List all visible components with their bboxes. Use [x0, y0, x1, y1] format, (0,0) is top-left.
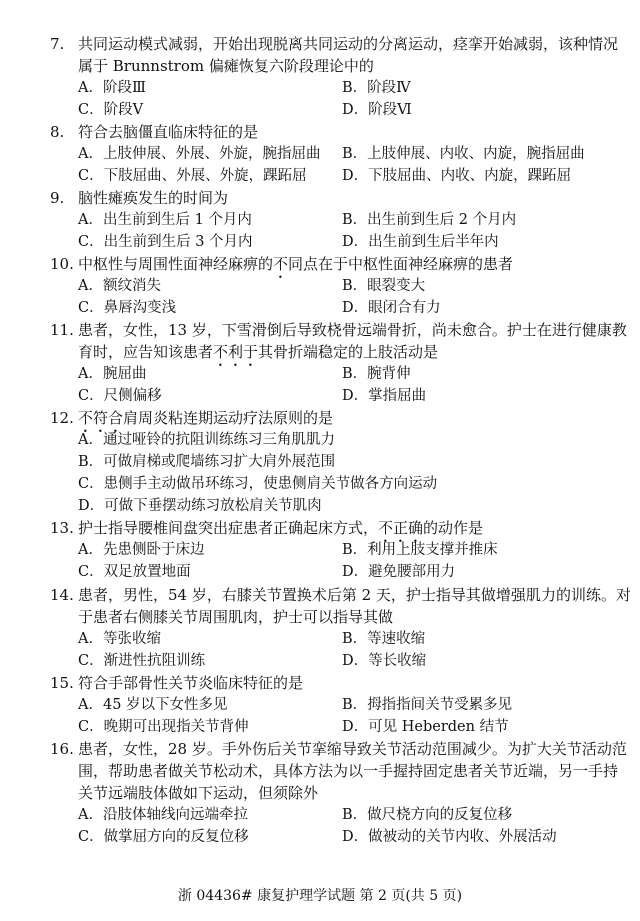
option-c: C．出生前到生后 3 个月内 [78, 234, 253, 250]
option-a: A．上肢伸展、外展、外旋，腕指屈曲 [78, 146, 321, 162]
option-c: C．患侧手主动做吊环练习，使患侧肩关节做各方向运动 [78, 476, 438, 492]
option-b: B．可做肩梯或爬墙练习扩大肩外展范围 [78, 454, 336, 470]
option-b: B．利用上肢支撑并推床 [342, 542, 498, 558]
option-c: C．双足放置地面 [78, 564, 191, 580]
option-c: C．晚期可出现指关节背伸 [78, 719, 249, 735]
emphasized-text: 不 [273, 255, 289, 273]
option-a: A．腕屈曲 [78, 366, 147, 382]
option-b: B．腕背伸 [342, 366, 411, 382]
emphasized-text: 不利于 [213, 343, 259, 361]
question-number: 8. [50, 123, 65, 141]
question-stem: 符合手部骨性关节炎临床特征的是 [78, 674, 304, 692]
question-stem-cont: 关节远端肢体做如下运动，但须除外 [78, 784, 319, 802]
stem-text: 其骨折端稳定的上肢活动是 [258, 343, 439, 361]
option-b: B．拇指指间关节受累多见 [342, 697, 513, 713]
option-c: C．阶段Ⅴ [78, 102, 144, 118]
option-b: B．阶段Ⅳ [342, 80, 411, 96]
emphasized-text: 不正确 [378, 519, 424, 537]
question-number: 10. [50, 255, 74, 273]
option-c: C．渐进性抗阻训练 [78, 653, 206, 669]
question-stem: 患者，女性，13 岁，下雪滑倒后导致桡骨远端骨折，尚未愈合。护士在进行健康教 [78, 321, 627, 339]
option-b: B．出生前到生后 2 个月内 [342, 212, 517, 228]
question-stem: 患者，男性，54 岁，右膝关节置换术后第 2 天，护士指导其做增强肌力的训练。对 [78, 586, 631, 604]
stem-text: 肩周炎粘连期运动疗法原则的是 [123, 409, 334, 427]
option-a: A．先患侧卧于床边 [78, 542, 205, 558]
question-stem-cont: 于患者右侧膝关节周围肌肉，护士可以指导其做 [78, 608, 394, 626]
option-d: D．做被动的关节内收、外展活动 [342, 829, 557, 845]
option-a: A．沿肢体轴线向远端牵拉 [78, 807, 248, 823]
option-c: C．尺侧偏移 [78, 388, 162, 404]
option-b: B．等速收缩 [342, 631, 426, 647]
stem-text: 的动作是 [423, 519, 484, 537]
question-number: 11. [50, 321, 74, 339]
question-stem: 符合去脑僵直临床特征的是 [78, 123, 259, 141]
option-a: A．额纹消失 [78, 278, 161, 294]
question-number: 13. [50, 519, 74, 537]
option-d: D．等长收缩 [342, 653, 427, 669]
question-number: 7. [50, 35, 65, 53]
question-number: 15. [50, 674, 74, 692]
option-a: A．等张收缩 [78, 631, 161, 647]
stem-text: 护士指导腰椎间盘突出症患者正确起床方式， [78, 519, 379, 537]
stem-text: 中枢性与周围性面神经麻痹的 [78, 255, 274, 273]
option-d: D．可见 Heberden 结节 [342, 719, 509, 735]
option-d: D．眼闭合有力 [342, 300, 441, 316]
question-stem: 脑性瘫痪发生的时间为 [78, 189, 229, 207]
option-d: D．避免腰部用力 [342, 564, 456, 580]
option-d: D．下肢屈曲、内收、内旋，踝跖屈 [342, 168, 572, 184]
option-a: A．45 岁以下女性多见 [78, 697, 228, 713]
option-c: C．下肢屈曲、外展、外旋，踝跖屈 [78, 168, 307, 184]
question-stem: 共同运动模式减弱，开始出现脱离共同运动的分离运动，痉挛开始减弱，该种情况 [78, 35, 619, 53]
emphasized-text: 不符合 [78, 409, 124, 427]
question-number: 16. [50, 740, 74, 758]
option-d: D．可做下垂摆动练习放松肩关节肌肉 [78, 498, 322, 514]
option-a: A．出生前到生后 1 个月内 [78, 212, 252, 228]
option-d: D．出生前到生后半年内 [342, 234, 499, 250]
question-number: 12. [50, 409, 74, 427]
question-stem: 患者，女性，28 岁。手外伤后关节挛缩导致关节活动范围减少。为扩大关节活动范 [78, 740, 627, 758]
option-c: C．鼻唇沟变浅 [78, 300, 177, 316]
option-a: A．阶段Ⅲ [78, 80, 146, 96]
option-b: B．眼裂变大 [342, 278, 426, 294]
question-stem-cont: 属于 Brunnstrom 偏瘫恢复六阶段理论中的 [78, 57, 374, 75]
option-b: B．上肢伸展、内收、内旋，腕指屈曲 [342, 146, 585, 162]
stem-text: 育时，应告知该患者 [78, 343, 214, 361]
option-a: A．通过哑铃的抗阻训练练习三角肌肌力 [78, 432, 335, 448]
option-d: D．阶段Ⅵ [342, 102, 412, 118]
page-footer: 浙 04436# 康复护理学试题 第 2 页(共 5 页) [177, 888, 463, 904]
option-c: C．做掌屈方向的反复位移 [78, 829, 249, 845]
stem-text: 同点在于中枢性面神经麻痹的患者 [288, 255, 514, 273]
option-d: D．掌指屈曲 [342, 388, 427, 404]
question-number: 14. [50, 586, 74, 604]
option-b: B．做尺桡方向的反复位移 [342, 807, 513, 823]
question-stem-cont: 围，帮助患者做关节松动术，具体方法为以一手握持固定患者关节近端，另一手持 [78, 762, 619, 780]
question-number: 9. [50, 189, 65, 207]
